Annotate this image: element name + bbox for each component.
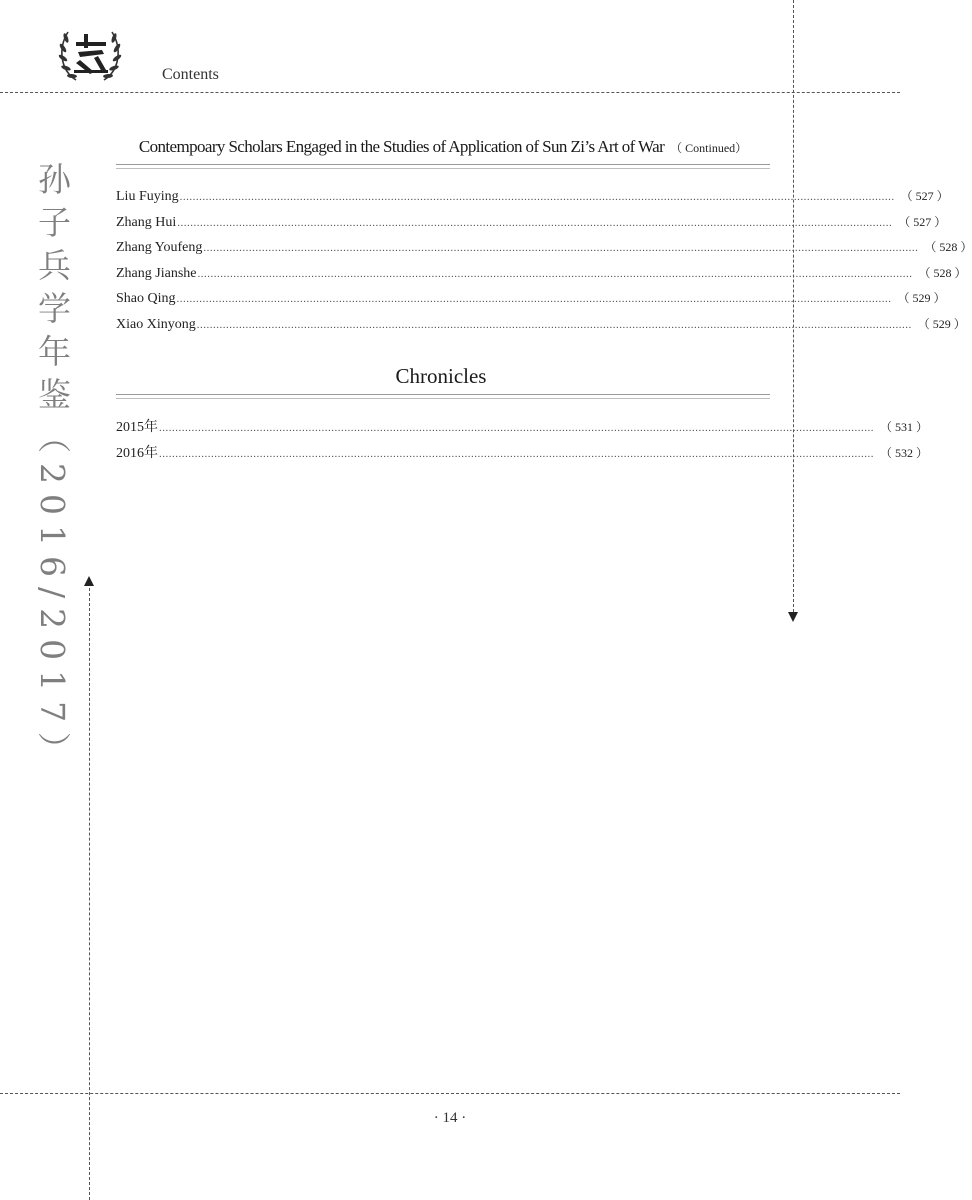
toc-entry-name: Shao Qing — [116, 291, 176, 307]
scholars-section-header — [116, 137, 770, 157]
left-margin-guide — [89, 588, 90, 1200]
toc-entry-name: Zhang Youfeng — [116, 240, 203, 256]
arrow-up-icon — [84, 576, 94, 586]
toc-entry[interactable] — [116, 442, 929, 468]
toc-entry[interactable] — [116, 264, 967, 290]
toc-entry-name: Liu Fuying — [116, 189, 179, 204]
dot-leader: ............................................................................................................................................................................................................................ — [177, 216, 893, 229]
toc-entry-page: （ 528 ） — [918, 265, 967, 280]
chronicles-section-title: Chronicles — [395, 364, 487, 388]
header-divider-dashed — [0, 92, 900, 93]
page-number: · 14 · — [433, 1110, 467, 1126]
toc-entry-name: 2016年 — [116, 445, 158, 461]
toc-entry-name: Zhang Jianshe — [116, 265, 197, 281]
dot-leader: ............................................................................................................................................................................................................................ — [176, 293, 892, 306]
toc-entry-name: Zhang Hui — [116, 214, 177, 230]
laurel-emblem-icon — [54, 26, 126, 86]
section-header-rule — [116, 164, 770, 169]
chronicles-header-rule — [116, 394, 770, 399]
toc-entry-page: （ 527 ） — [900, 189, 949, 203]
dot-leader: ............................................................................................................................................................................................................................ — [197, 267, 913, 280]
toc-entry-page: （ 532 ） — [880, 445, 929, 460]
toc-entry[interactable] — [116, 238, 972, 264]
toc-entry[interactable] — [116, 416, 929, 442]
toc-entry-page: （ 529 ） — [917, 316, 966, 331]
scholars-toc-list — [116, 187, 972, 341]
dot-leader: ............................................................................................................................................................................................................................ — [159, 422, 874, 434]
scholars-section-title: Contempoary Scholars Engaged in the Studies of Application of Sun Zi’s Art of War — [138, 137, 665, 156]
toc-entry-name: 2015年 — [116, 420, 158, 435]
right-margin-guide — [793, 0, 794, 612]
dot-leader: ............................................................................................................................................................................................................................ — [203, 242, 919, 255]
book-title-vertical: 孙子兵学年鉴（2016/2017） — [33, 162, 72, 776]
toc-entry-page: （ 529 ） — [897, 291, 946, 306]
toc-entry-page: （ 527 ） — [898, 214, 947, 229]
dot-leader: ............................................................................................................................................................................................................................ — [179, 191, 895, 203]
running-header-title: Contents — [162, 66, 219, 83]
footer-divider-dashed — [0, 1093, 900, 1094]
arrow-down-icon — [788, 612, 798, 622]
toc-entry[interactable] — [116, 213, 947, 239]
toc-entry-page: （ 531 ） — [880, 420, 929, 434]
dot-leader: ............................................................................................................................................................................................................................ — [196, 318, 912, 331]
dot-leader: ............................................................................................................................................................................................................................ — [159, 447, 874, 460]
chronicles-toc-list — [116, 416, 929, 467]
toc-entry-name: Xiao Xinyong — [116, 316, 196, 332]
toc-entry[interactable] — [116, 315, 966, 341]
toc-entry[interactable] — [116, 187, 949, 213]
continued-label: （ Continued） — [670, 141, 748, 155]
toc-entry[interactable] — [116, 289, 946, 315]
toc-entry-page: （ 528 ） — [924, 240, 972, 255]
